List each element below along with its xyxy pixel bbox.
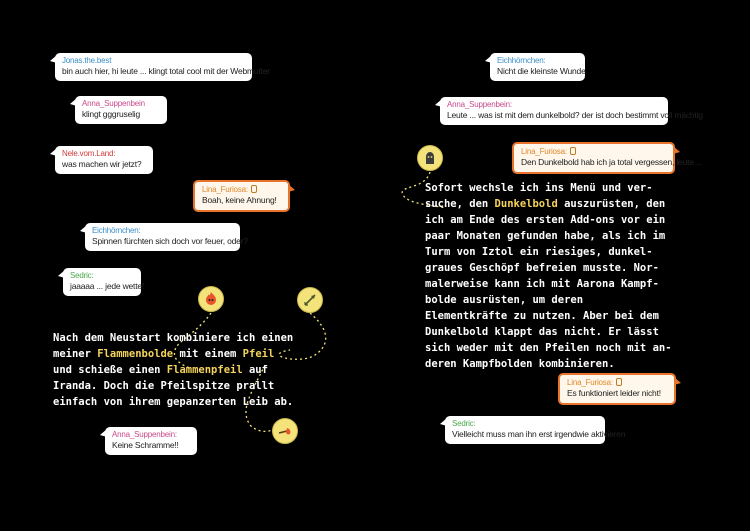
prose-line: Dunkelbold klappt das nicht. Er lässt <box>425 326 659 338</box>
prose-line: und schieße einen <box>53 364 167 376</box>
chat-message: Keine Schramme!! <box>112 440 179 450</box>
chat-username: Eichhörnchen: <box>497 56 546 65</box>
chat-message: Spinnen fürchten sich doch vor feuer, oder? <box>92 236 248 246</box>
chat-username <box>567 378 667 388</box>
prose-line: Sofort wechsle ich ins Menü und ver- <box>425 182 653 194</box>
prose-line: deren Kampfbolden kombinieren. <box>425 358 615 370</box>
chat-message: klingt gggruselig <box>82 109 141 119</box>
prose-line: Nach dem Neustart kombiniere ich einen <box>53 332 294 344</box>
prose-line: malerweise kann ich mit Aarona Kampf- <box>425 278 659 290</box>
chat-username: Jonas.the.best <box>62 56 112 65</box>
chat-message: was machen wir jetzt? <box>62 159 142 169</box>
chat-username: Anna_Suppenbein <box>82 99 145 108</box>
chat-username: Anna_Suppenbein: <box>447 100 512 109</box>
chat-message: Boah, keine Ahnung! <box>202 195 277 205</box>
chat-bubble-sedric-2 <box>445 416 626 444</box>
right-page <box>375 0 750 531</box>
highlight-term: Flammenpfeil <box>166 364 243 376</box>
chat-bubble-anna-2 <box>105 427 197 455</box>
chat-message: Leute ... was ist mit dem dunkelbold? der ist doch bestimmt voll mächtig <box>447 110 703 120</box>
chat-username-text: Lina_Furiosa: <box>202 185 248 194</box>
prose-line: ich am Ende des ersten Add-ons vor ein <box>425 214 666 226</box>
prose-line: einfach von ihrem gepanzerten Leib ab. <box>53 396 294 408</box>
left-prose-text <box>53 330 293 410</box>
prose-line: meiner <box>53 348 98 360</box>
chat-username: Sedric: <box>70 271 94 280</box>
chat-username-text: Lina_Furiosa: <box>521 147 567 156</box>
chat-username: Sedric: <box>452 419 476 428</box>
chat-message: bin auch hier, hi leute ... klingt total cool mit der Webmutter <box>62 66 270 76</box>
prose-line: bolde ausrüsten, um deren <box>425 294 584 306</box>
prose-line: sich weder mit den Pfeilen noch mit an- <box>425 342 672 354</box>
chat-message: Es funktioniert leider nicht! <box>567 388 661 398</box>
chat-username: Anna_Suppenbein: <box>112 430 177 439</box>
chat-message: Vielleicht muss man ihn erst irgendwie aktivieren <box>452 429 626 439</box>
right-prose-text <box>425 180 672 372</box>
chat-username: Eichhörnchen: <box>92 226 141 235</box>
prose-line: graues Geschöpf befreien musste. Nor- <box>425 262 659 274</box>
prose-line: auszurüsten, den <box>557 198 666 210</box>
highlight-term: Pfeil <box>242 348 275 360</box>
highlight-term: Flammenbolde <box>97 348 174 360</box>
prose-line: Elementkräfte zu nutzen. Aber bei dem <box>425 310 659 322</box>
prose-line: auf <box>242 364 268 376</box>
prose-line: Turm von Iztol ein riesiges, dunkel- <box>425 246 653 258</box>
prose-line: paar Monaten gefunden habe, als ich im <box>425 230 666 242</box>
chat-message: jaaaaa ... jede wette! <box>70 281 145 291</box>
chat-message: Nicht die kleinste Wunde <box>497 66 586 76</box>
highlight-term: Dunkelbold <box>494 198 558 210</box>
chat-username-text: Lina_Furiosa: <box>567 378 613 387</box>
prose-line: mit einem <box>173 348 243 360</box>
prose-line: Iranda. Doch die Pfeilspitze prallt <box>53 380 275 392</box>
chat-message: Den Dunkelbold hab ich ja total vergessen, leute ... <box>521 157 703 167</box>
chat-bubble-lina-3 <box>558 373 676 405</box>
prose-line: suche, den <box>425 198 495 210</box>
chat-username: Nele.vom.Land: <box>62 149 116 158</box>
microphone-icon <box>616 378 622 386</box>
